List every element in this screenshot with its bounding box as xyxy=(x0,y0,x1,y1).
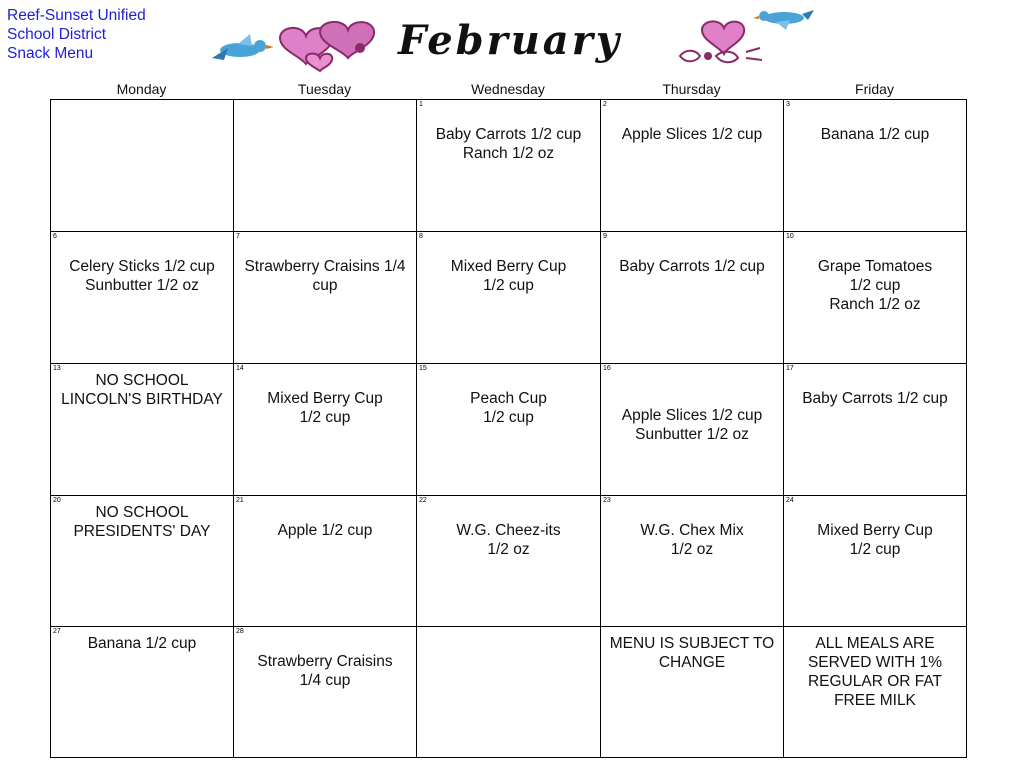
menu-item-line: Banana 1/2 cup xyxy=(820,126,930,143)
menu-item-text xyxy=(604,634,780,672)
menu-item-line: FREE MILK xyxy=(834,692,916,709)
calendar-day-cell xyxy=(784,627,967,758)
weekday-header: Thursday xyxy=(662,81,721,97)
calendar-day-cell xyxy=(784,496,967,627)
menu-item-line: ALL MEALS ARE xyxy=(815,635,935,652)
weekday-header: Friday xyxy=(855,81,894,97)
calendar-day-cell xyxy=(51,100,234,232)
menu-item-text xyxy=(237,652,413,690)
day-number: 23 xyxy=(603,497,611,504)
menu-item-line: Strawberry Craisins 1/4 xyxy=(244,258,406,275)
menu-item-line: W.G. Chex Mix xyxy=(640,522,744,539)
menu-item-line: PRESIDENTS' DAY xyxy=(73,523,211,540)
menu-item-line: W.G. Cheez-its xyxy=(456,522,561,539)
day-number: 9 xyxy=(603,233,607,240)
menu-item-text xyxy=(787,521,963,559)
menu-item-line: Mixed Berry Cup xyxy=(450,258,567,275)
weekday-header-row xyxy=(50,80,966,98)
day-number: 10 xyxy=(786,233,794,240)
menu-item-line: Mixed Berry Cup xyxy=(267,390,383,407)
menu-item-line: Apple 1/2 cup xyxy=(277,522,373,539)
menu-item-text xyxy=(787,389,963,408)
day-number: 7 xyxy=(236,233,240,240)
day-number: 24 xyxy=(786,497,794,504)
menu-item-line: NO SCHOOL xyxy=(95,372,189,389)
day-number: 2 xyxy=(603,101,607,108)
menu-item-line: SERVED WITH 1% xyxy=(807,654,943,671)
month-title: February xyxy=(398,17,623,64)
menu-item-line: Ranch 1/2 oz xyxy=(829,296,921,313)
heart-bow-icon xyxy=(680,21,762,62)
month-banner xyxy=(210,8,815,72)
menu-item-line: Ranch 1/2 oz xyxy=(462,145,555,162)
bird-icon xyxy=(212,34,274,60)
calendar-day-cell xyxy=(784,232,967,364)
weekday-header: Monday xyxy=(116,81,167,97)
district-heading xyxy=(7,6,146,63)
menu-item-line: Celery Sticks 1/2 cup xyxy=(69,258,215,275)
hearts-icon xyxy=(280,22,374,71)
calendar-grid xyxy=(50,99,967,758)
calendar-day-cell xyxy=(601,100,784,232)
calendar-day-cell xyxy=(51,364,234,496)
day-number: 14 xyxy=(236,365,244,372)
day-number: 27 xyxy=(53,628,61,635)
menu-item-line: Grape Tomatoes xyxy=(817,258,933,275)
calendar-day-cell xyxy=(601,496,784,627)
calendar-day-cell xyxy=(417,496,601,627)
menu-item-line: 1/2 oz xyxy=(670,541,714,558)
menu-item-text xyxy=(604,125,780,144)
menu-item-line: REGULAR OR FAT xyxy=(807,673,943,690)
weekday-header: Tuesday xyxy=(297,81,352,97)
calendar-day-cell xyxy=(51,627,234,758)
day-number: 20 xyxy=(53,497,61,504)
menu-item-line: 1/2 oz xyxy=(487,541,530,558)
menu-item-text xyxy=(787,257,963,314)
weekday-header: Wednesday xyxy=(471,81,545,97)
menu-title: Snack Menu xyxy=(7,45,94,62)
menu-item-line: Mixed Berry Cup xyxy=(817,522,933,539)
menu-item-line: Sunbutter 1/2 oz xyxy=(635,426,749,443)
menu-item-line: Strawberry Craisins xyxy=(257,653,393,670)
menu-item-text xyxy=(54,371,230,409)
calendar-day-cell xyxy=(601,627,784,758)
day-number: 3 xyxy=(786,101,790,108)
day-number: 28 xyxy=(236,628,244,635)
day-number: 6 xyxy=(53,233,57,240)
calendar-day-cell xyxy=(234,100,417,232)
menu-item-text xyxy=(54,503,230,541)
day-number: 22 xyxy=(419,497,427,504)
calendar-day-cell xyxy=(417,364,601,496)
menu-item-line: Baby Carrots 1/2 cup xyxy=(802,390,948,407)
menu-item-line: cup xyxy=(312,277,338,294)
menu-item-text xyxy=(604,521,780,559)
menu-item-text xyxy=(237,257,413,295)
calendar-day-cell xyxy=(234,364,417,496)
menu-item-line: Banana 1/2 cup xyxy=(87,635,197,652)
menu-item-text xyxy=(420,389,597,427)
menu-item-line: Peach Cup xyxy=(470,390,547,407)
day-number: 15 xyxy=(419,365,427,372)
menu-item-text xyxy=(54,634,230,653)
calendar-day-cell xyxy=(51,232,234,364)
menu-item-line: CHANGE xyxy=(658,654,726,671)
menu-item-line: 1/2 cup xyxy=(849,277,901,294)
calendar-day-cell xyxy=(51,496,234,627)
day-number: 8 xyxy=(419,233,423,240)
calendar-day-cell xyxy=(601,364,784,496)
menu-item-line: MENU IS SUBJECT TO xyxy=(609,635,775,652)
day-number: 1 xyxy=(419,101,423,108)
menu-item-line: Sunbutter 1/2 oz xyxy=(85,277,199,294)
day-number: 21 xyxy=(236,497,244,504)
menu-item-line: 1/2 cup xyxy=(849,541,901,558)
day-number: 13 xyxy=(53,365,61,372)
menu-item-line: 1/2 cup xyxy=(299,409,351,426)
menu-item-line: LINCOLN'S BIRTHDAY xyxy=(61,391,223,408)
calendar-day-cell xyxy=(784,100,967,232)
menu-item-line: Apple Slices 1/2 cup xyxy=(621,126,763,143)
menu-item-line: Baby Carrots 1/2 cup xyxy=(619,258,765,275)
calendar-day-cell xyxy=(417,627,601,758)
menu-item-text xyxy=(787,125,963,144)
menu-item-text xyxy=(420,521,597,559)
calendar-day-cell xyxy=(784,364,967,496)
calendar-day-cell xyxy=(234,232,417,364)
calendar-day-cell xyxy=(417,100,601,232)
district-name-line2: School District xyxy=(7,26,107,43)
menu-item-text xyxy=(420,257,597,295)
menu-item-text xyxy=(54,257,230,295)
calendar-day-cell xyxy=(234,627,417,758)
menu-item-line: 1/2 cup xyxy=(483,409,534,426)
menu-item-line: 1/2 cup xyxy=(483,277,534,294)
menu-item-text xyxy=(420,125,597,163)
calendar-day-cell xyxy=(417,232,601,364)
menu-item-text xyxy=(237,521,413,540)
district-name-line1: Reef-Sunset Unified xyxy=(7,7,146,24)
day-number: 17 xyxy=(786,365,794,372)
menu-item-line: Baby Carrots 1/2 cup xyxy=(435,126,582,143)
calendar-day-cell xyxy=(234,496,417,627)
calendar-day-cell xyxy=(601,232,784,364)
menu-item-text xyxy=(604,406,780,444)
menu-item-text xyxy=(787,634,963,710)
bird-icon xyxy=(753,10,814,30)
menu-item-line: NO SCHOOL xyxy=(95,504,189,521)
day-number: 16 xyxy=(603,365,611,372)
menu-item-text xyxy=(604,257,780,276)
menu-item-line: 1/4 cup xyxy=(299,672,351,689)
menu-item-text xyxy=(237,389,413,427)
menu-item-line: Apple Slices 1/2 cup xyxy=(621,407,763,424)
